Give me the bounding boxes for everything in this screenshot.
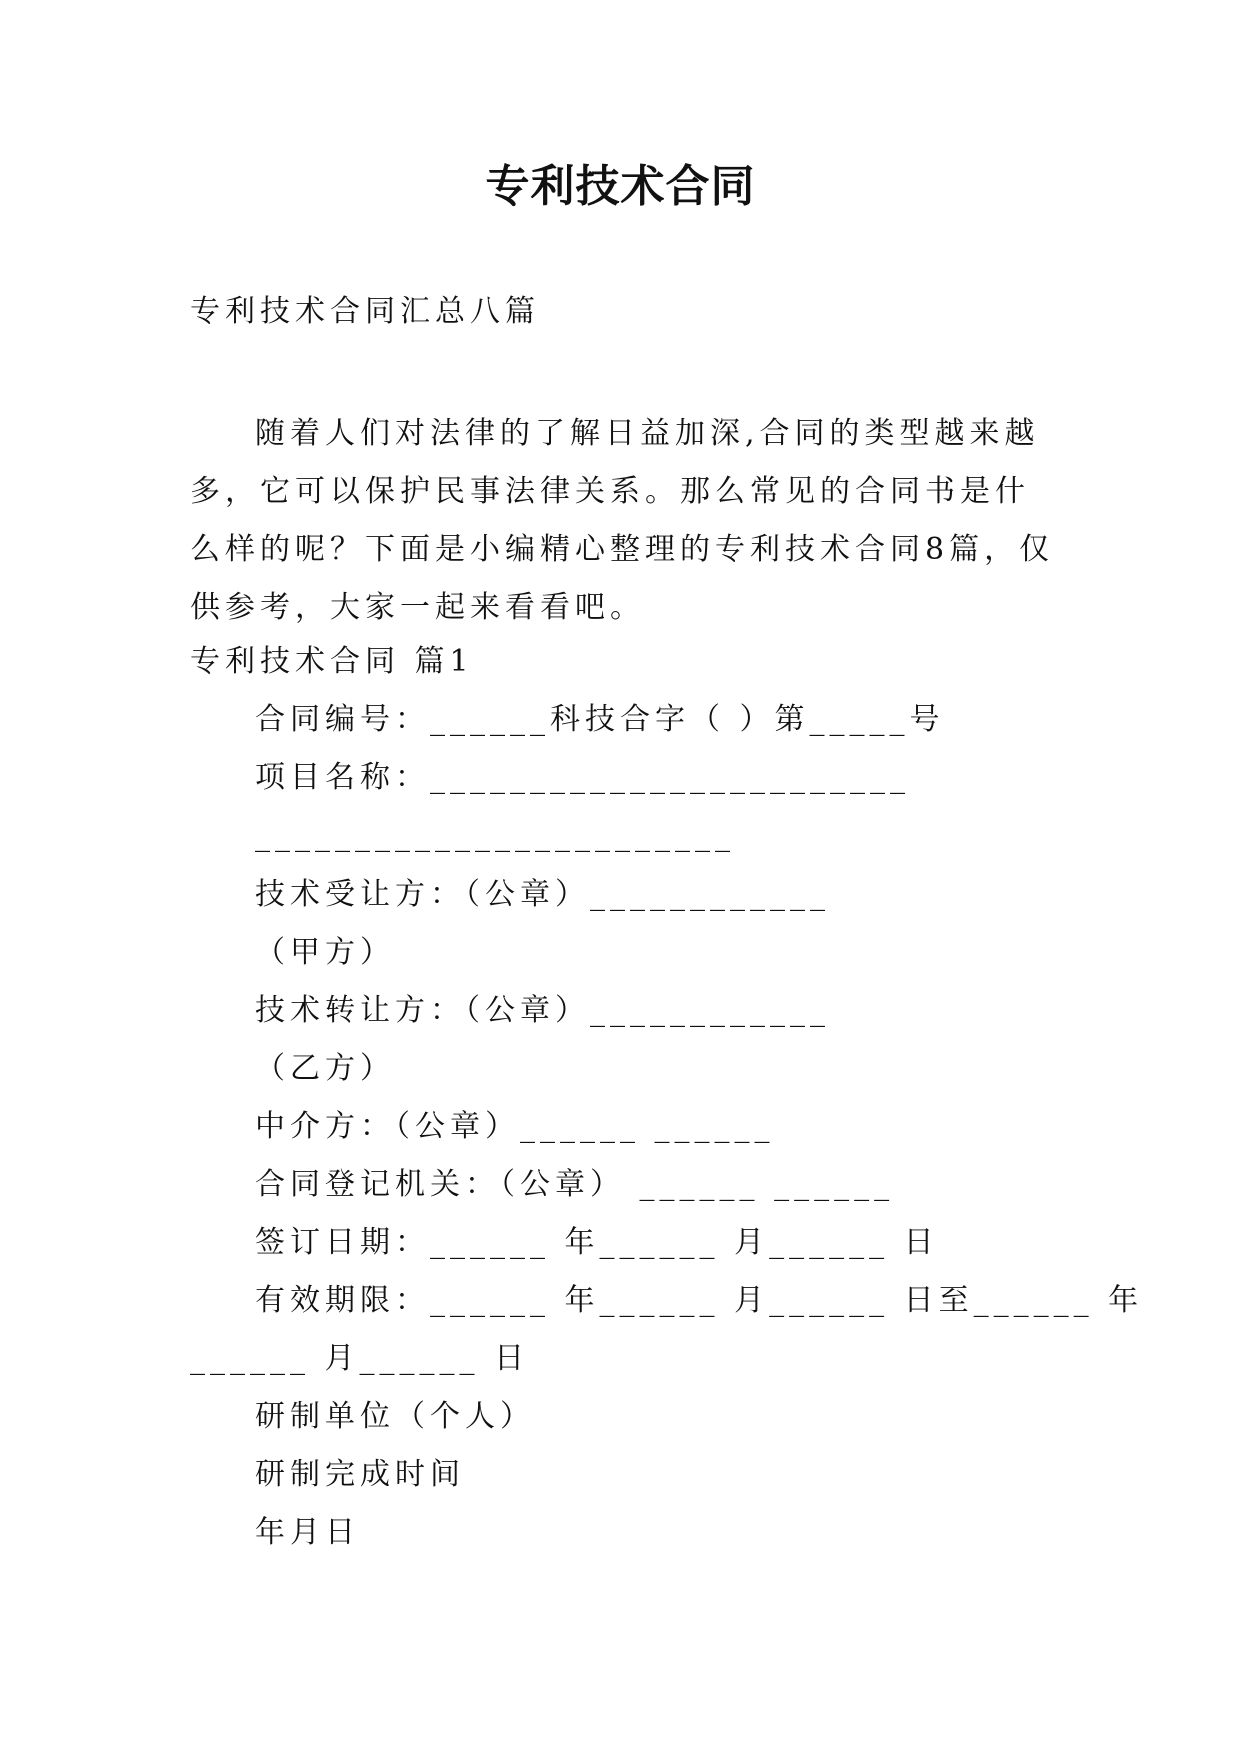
- signing-date-field: 签订日期：______ 年______ 月______ 日: [255, 1225, 939, 1260]
- transferee-field: 技术受让方：（公章）____________: [255, 877, 830, 912]
- developer-field: 研制单位（个人）: [255, 1399, 535, 1434]
- section-heading: 专利技术合同 篇1: [190, 644, 474, 679]
- completion-time-field: 研制完成时间: [255, 1457, 465, 1492]
- date-label: 年月日: [255, 1515, 360, 1550]
- document-title: 专利技术合同: [485, 161, 756, 212]
- document-subtitle: 专利技术合同汇总八篇: [190, 294, 540, 329]
- intro-paragraph: 随着人们对法律的了解日益加深,合同的类型越来越多，它可以保护民事法律关系。那么常见的合同书是什么样的呢？下面是小编精心整理的专利技术合同8篇，仅供参考，大家一起来看看吧。: [190, 416, 1055, 625]
- registry-field: 合同登记机关：（公章） ______ ______: [255, 1167, 895, 1202]
- project-name-continuation: ________________________: [255, 818, 735, 853]
- validity-continuation: ______ 月______ 日: [190, 1341, 530, 1376]
- party-a-label: （甲方）: [255, 935, 395, 970]
- intermediary-field: 中介方：（公章）______ ______: [255, 1109, 775, 1144]
- project-name-field: 项目名称：________________________: [255, 760, 910, 795]
- party-b-label: （乙方）: [255, 1051, 395, 1086]
- validity-field: 有效期限：______ 年______ 月______ 日至______ 年: [255, 1283, 1144, 1318]
- transferor-field: 技术转让方：（公章）____________: [255, 993, 830, 1028]
- contract-number-field: 合同编号：______科技合字（ ）第_____号: [255, 702, 945, 737]
